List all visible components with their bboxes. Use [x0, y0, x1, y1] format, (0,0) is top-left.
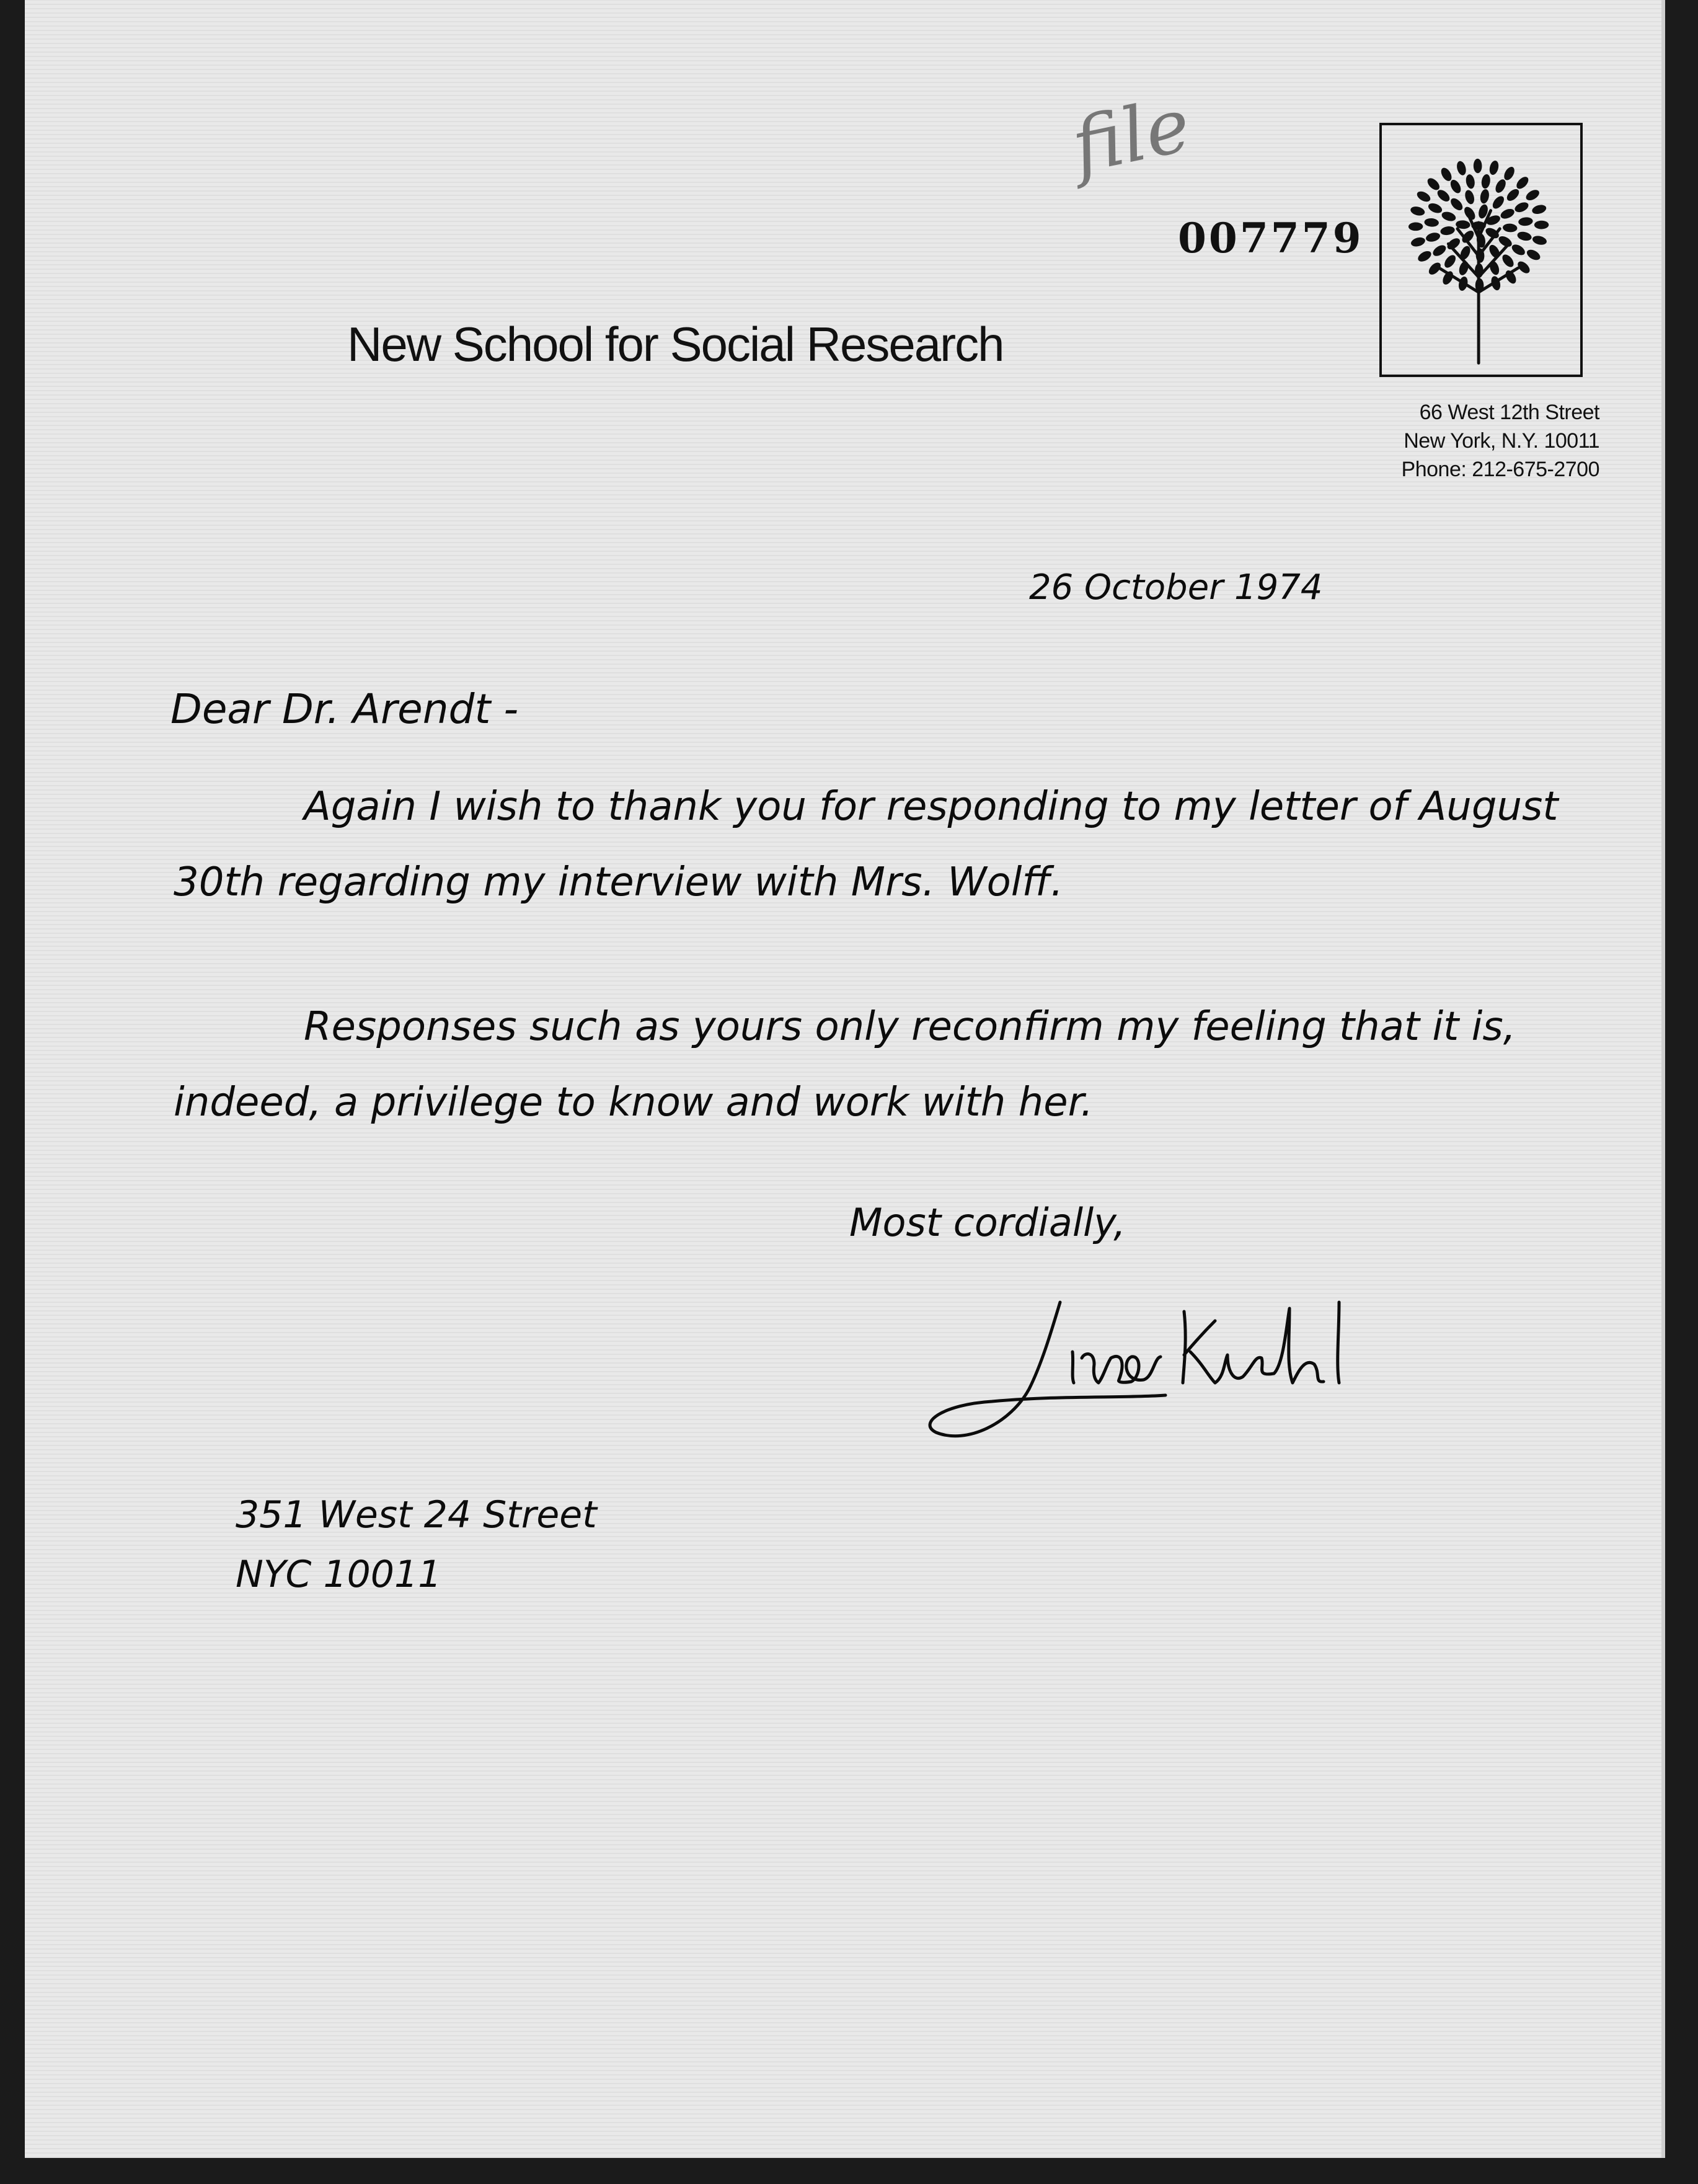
leaf-shape: [1503, 223, 1518, 233]
leaf-shape: [1474, 159, 1482, 174]
leaf-shape: [1524, 188, 1541, 203]
leaf-shape: [1425, 176, 1441, 192]
institution-name: New School for Social Research: [347, 317, 1004, 371]
leaf-shape: [1531, 234, 1547, 246]
address-street: 66 West 12th Street: [1419, 401, 1599, 424]
body-paragraph-2: Responses such as yours only reconfirm my feeling that it is, indeed, a privilege to know and work with her.: [174, 1004, 1516, 1125]
leaf-shape: [1514, 175, 1531, 191]
leaf-shape: [1410, 236, 1426, 248]
leaf-shape: [1465, 174, 1476, 189]
address-phone: Phone: 212-675-2700: [1401, 458, 1599, 481]
leaf-shape: [1488, 159, 1500, 175]
leaf-shape: [1505, 187, 1521, 203]
leaf-shape: [1513, 200, 1530, 214]
leaf-shape: [1493, 178, 1508, 195]
letterhead-address: [1320, 398, 1599, 484]
handwritten-signature: [918, 1290, 1376, 1451]
body-paragraph-1: Again I wish to thank you for responding to my letter of August 30th regarding my interview with Mrs. Wolff.: [174, 784, 1559, 905]
leaf-shape: [1415, 189, 1432, 203]
leaf-shape: [1479, 189, 1490, 205]
sender-address: [236, 1485, 597, 1604]
leaf-shape: [1480, 174, 1491, 189]
leaf-shape: [1488, 260, 1501, 277]
leaf-shape: [1525, 247, 1542, 262]
leaf-shape: [1490, 194, 1506, 211]
sender-street: 351 West 24 Street: [236, 1493, 597, 1537]
salutation: Dear Dr. Arendt -: [170, 685, 519, 733]
leaf-shape: [1435, 188, 1452, 204]
address-city: New York, N.Y. 10011: [1404, 429, 1599, 453]
leaf-shape: [1502, 165, 1516, 182]
leaf-shape: [1443, 253, 1458, 270]
leaf-shape: [1487, 243, 1502, 260]
leaf-shape: [1448, 178, 1462, 195]
file-annotation: file: [1064, 81, 1198, 191]
leaf-shape: [1499, 207, 1516, 221]
leaf-shape: [1439, 166, 1454, 183]
leaf-shape: [1424, 218, 1439, 227]
sender-city: NYC 10011: [236, 1553, 442, 1596]
leaf-shape: [1516, 231, 1532, 242]
leaf-shape: [1464, 189, 1476, 205]
leaf-shape: [1416, 249, 1433, 264]
letter-date: 26 October 1974: [1029, 567, 1323, 608]
leaf-shape: [1518, 216, 1534, 226]
document-number: 007779: [1178, 214, 1364, 262]
leaf-shape: [1408, 222, 1423, 231]
leaf-shape: [1534, 221, 1549, 229]
leaf-shape: [1431, 243, 1448, 258]
closing: Most cordially,: [849, 1200, 1126, 1245]
tree-icon: [1379, 123, 1583, 377]
leaf-shape: [1441, 210, 1457, 223]
leaf-shape: [1531, 203, 1547, 216]
leaf-shape: [1425, 231, 1441, 243]
leaf-shape: [1439, 225, 1455, 236]
leaf-shape: [1449, 196, 1465, 212]
leaf-shape: [1500, 252, 1516, 269]
leaf-shape: [1510, 242, 1527, 257]
leaf-shape: [1456, 160, 1468, 176]
leaf-shape: [1427, 202, 1444, 215]
leaf-shape: [1410, 205, 1426, 217]
letter-page: [25, 0, 1665, 2158]
